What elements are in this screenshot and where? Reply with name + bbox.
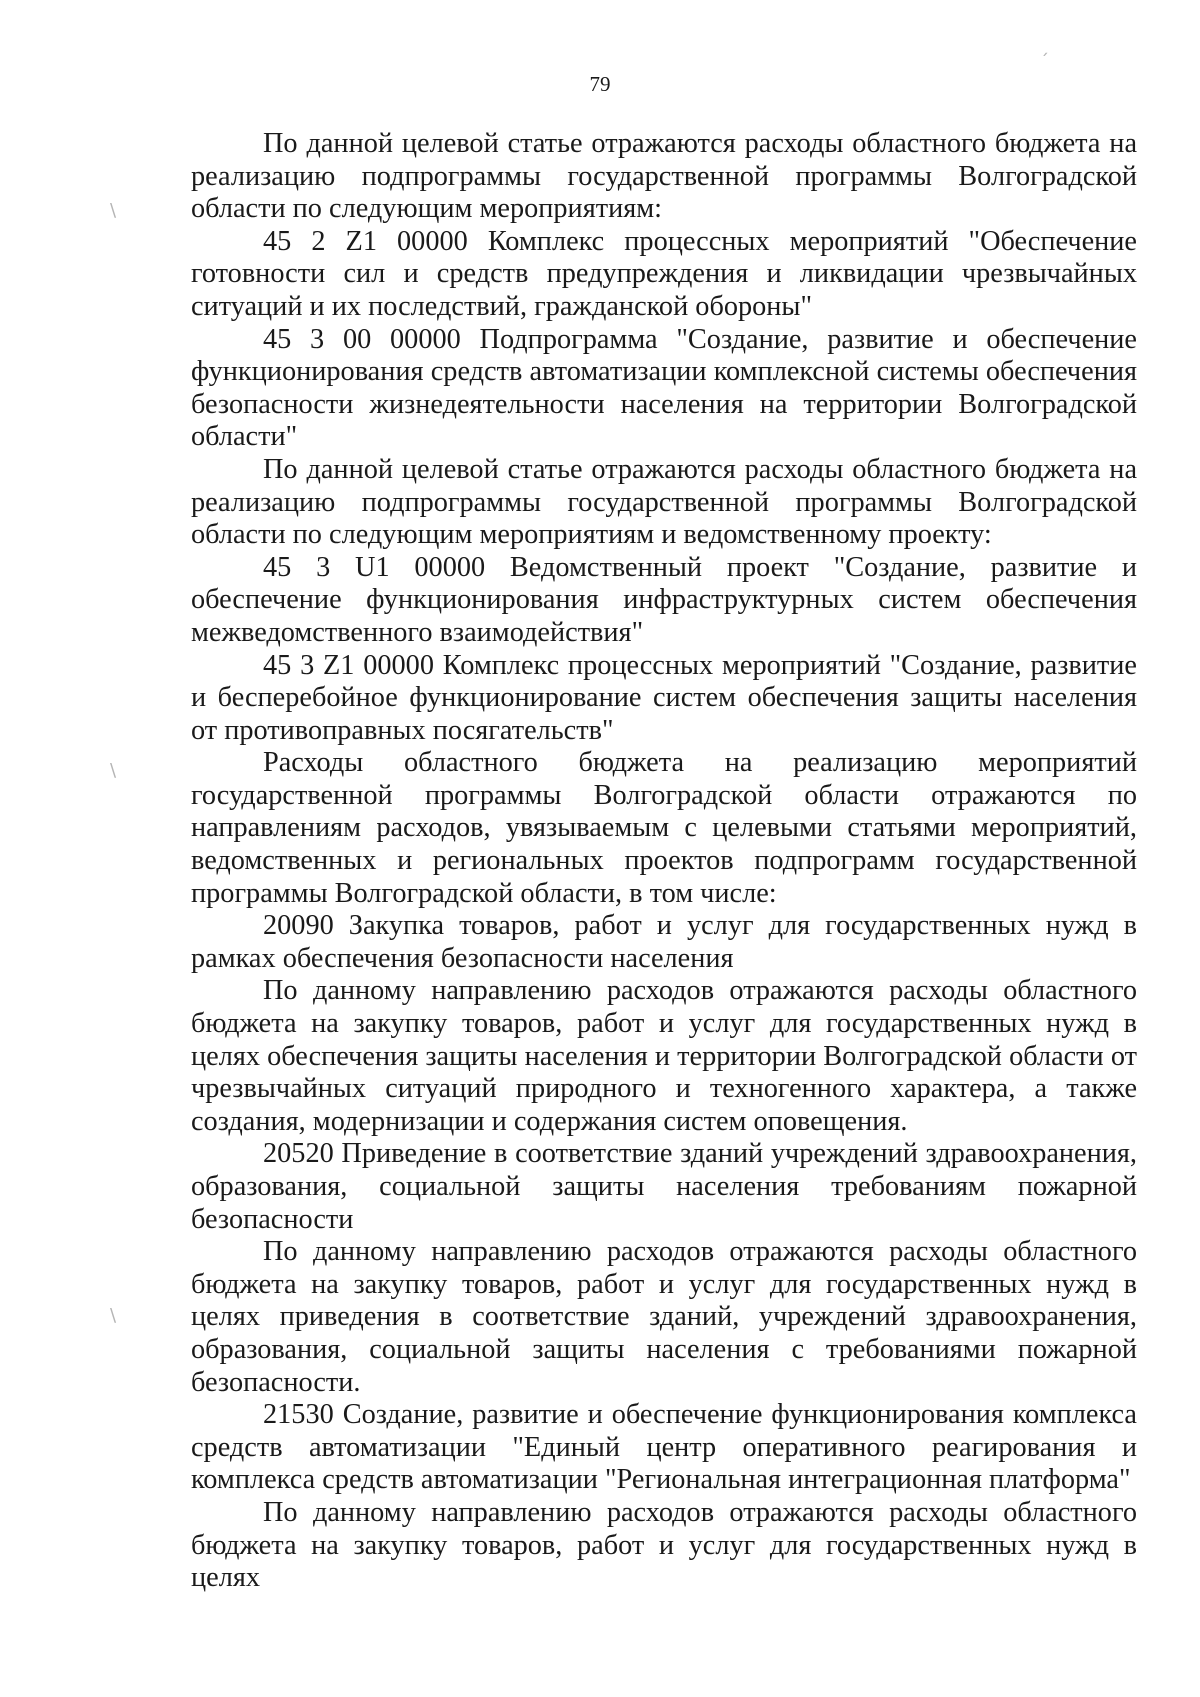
scan-artifact-top: ˏ: [1040, 36, 1049, 57]
paragraph: 45 3 00 00000 Подпрограмма "Создание, развитие и обеспечение функционирования средств автоматизации комплексной системы обеспечения безопасности жизнедеятельности населения на территории Волгоградской области": [191, 323, 1137, 453]
paragraph: По данному направлению расходов отражаются расходы областного бюджета на закупку товаров, работ и услуг для государственных нужд в целях приведения в соответствие зданий, учреждений здравоохранения, образования, социальной защиты населения с требованиями пожарной безопасности.: [191, 1236, 1137, 1398]
paragraph: Расходы областного бюджета на реализацию мероприятий государственной программы Волгоградской области отражаются по направлениям расходов, увязываемым с целевыми статьями мероприятий, ведомственных и региональных проектов подпрограмм государственной программы Волгоградской области, в том числе:: [191, 747, 1137, 909]
paragraph: По данной целевой статье отражаются расходы областного бюджета на реализацию подпрограммы государственной программы Волгоградской области по следующим мероприятиям:: [191, 128, 1137, 225]
paragraph: 45 2 Z1 00000 Комплекс процессных мероприятий "Обеспечение готовности сил и средств предупреждения и ликвидации чрезвычайных ситуаций и их последствий, гражданской обороны": [191, 225, 1137, 322]
page-number: 79: [589, 72, 611, 96]
paragraph: По данному направлению расходов отражаются расходы областного бюджета на закупку товаров, работ и услуг для государственных нужд в целях обеспечения защиты населения и территории Волгоградской области от чрезвычайных ситуаций природного и техногенного характера, а также создания, модернизации и содержания систем оповещения.: [191, 975, 1137, 1137]
scan-artifact-left-3: \: [110, 1305, 117, 1326]
paragraph: 45 3 U1 00000 Ведомственный проект "Создание, развитие и обеспечение функционирования инфраструктурных систем обеспечения межведомственного взаимодействия": [191, 551, 1137, 648]
paragraph: 45 3 Z1 00000 Комплекс процессных мероприятий "Создание, развитие и бесперебойное функционирование систем обеспечения защиты населения от противоправных посягательств": [191, 649, 1137, 746]
paragraph: По данной целевой статье отражаются расходы областного бюджета на реализацию подпрограммы государственной программы Волгоградской области по следующим мероприятиям и ведомственному проекту:: [191, 453, 1137, 551]
document-body: [191, 128, 1137, 1595]
paragraph: 20090 Закупка товаров, работ и услуг для государственных нужд в рамках обеспечения безопасности населения: [191, 910, 1137, 974]
paragraph: 21530 Создание, развитие и обеспечение функционирования комплекса средств автоматизации "Единый центр оперативного реагирования и комплекса средств автоматизации "Региональная интеграционная платформа": [191, 1399, 1137, 1496]
paragraph: По данному направлению расходов отражаются расходы областного бюджета на закупку товаров, работ и услуг для государственных нужд в целях: [191, 1496, 1137, 1594]
scan-artifact-left-1: \: [110, 200, 117, 221]
scan-artifact-left-2: \: [110, 760, 117, 781]
paragraph: 20520 Приведение в соответствие зданий учреждений здравоохранения, образования, социальной защиты населения требованиям пожарной безопасности: [191, 1138, 1137, 1235]
